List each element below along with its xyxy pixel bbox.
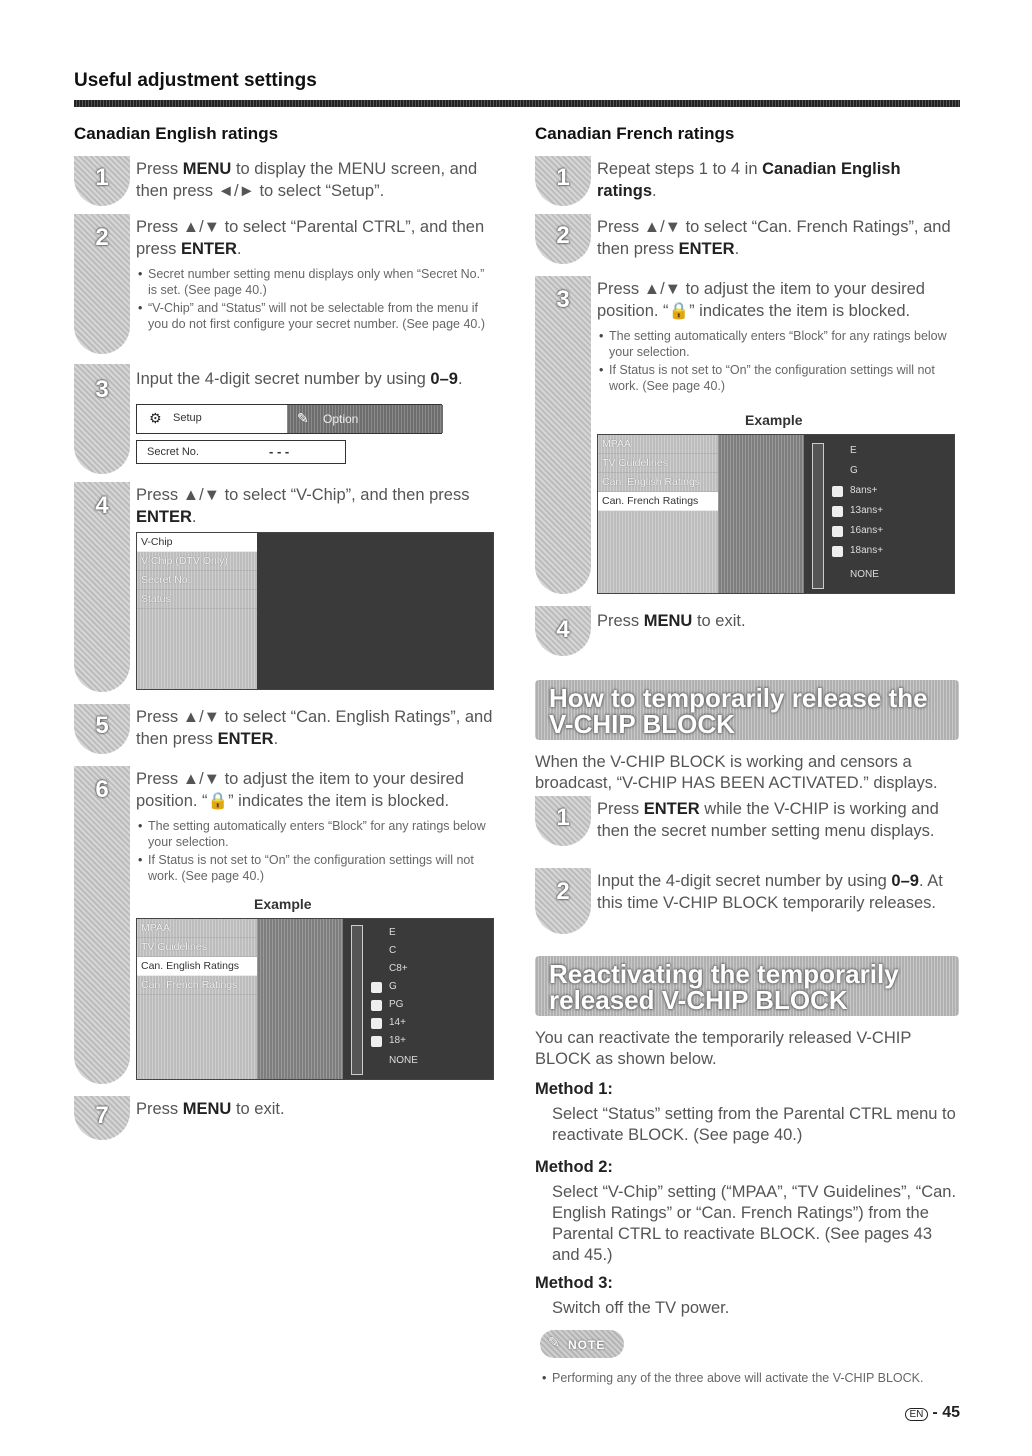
step-badge bbox=[74, 766, 130, 1084]
secret-no-label: Secret No. bbox=[147, 446, 199, 458]
rating-item: G bbox=[850, 465, 858, 476]
left-heading: Canadian English ratings bbox=[74, 124, 279, 143]
step-text: Press ▲/▼ to select “Can. English Ratings”, and then press ENTER. bbox=[136, 708, 493, 748]
method-3-body: Switch off the TV power. bbox=[552, 1299, 730, 1317]
lock-icon bbox=[832, 526, 843, 537]
step-number: 5 bbox=[95, 712, 109, 739]
menu-item: Can. English Ratings bbox=[137, 957, 257, 976]
release-step-1 bbox=[535, 796, 965, 846]
step-number: 2 bbox=[95, 224, 109, 251]
menu-item: TV Guidelines bbox=[598, 454, 718, 473]
method-1-heading: Method 1: bbox=[535, 1080, 613, 1098]
lock-icon bbox=[832, 546, 843, 557]
menu-item: Secret No. bbox=[137, 571, 257, 590]
right-heading: Canadian French ratings bbox=[535, 124, 735, 143]
step-text: Input the 4-digit secret number by using 0–9. bbox=[136, 370, 463, 388]
secret-no-value: - - - bbox=[269, 444, 290, 459]
header-rule bbox=[74, 100, 960, 107]
left-step-4 bbox=[74, 482, 504, 692]
method-2-heading: Method 2: bbox=[535, 1158, 613, 1176]
left-step-7 bbox=[74, 1096, 504, 1140]
ratings-menu bbox=[598, 435, 718, 594]
menu-item: MPAA bbox=[137, 919, 257, 938]
secret-no-box bbox=[136, 440, 346, 464]
gear-icon: ⚙ bbox=[149, 410, 162, 426]
step-number: 2 bbox=[556, 222, 570, 249]
step-number: 2 bbox=[556, 878, 570, 905]
step-text: Press ▲/▼ to select “V-Chip”, and then press ENTER. bbox=[136, 486, 470, 526]
menu-item: V-Chip (DTV Only) bbox=[137, 552, 257, 571]
menu-item: Can. French Ratings bbox=[598, 492, 718, 511]
step-number: 4 bbox=[556, 616, 570, 643]
setup-screen bbox=[136, 404, 442, 434]
step-number: 1 bbox=[556, 804, 570, 831]
rating-slider[interactable] bbox=[351, 925, 363, 1075]
left-step-6 bbox=[74, 766, 504, 1084]
setup-tab: Setup bbox=[173, 412, 202, 424]
reactivate-intro: You can reactivate the temporarily released V-CHIP BLOCK as shown below. bbox=[535, 1029, 912, 1068]
note-label: NOTE bbox=[568, 1338, 606, 1352]
menu-item: MPAA bbox=[598, 435, 718, 454]
step-text: Press ENTER while the V-CHIP is working and then the secret number setting menu displays. bbox=[597, 800, 939, 840]
menu-item: TV Guidelines bbox=[137, 938, 257, 957]
release-step-2 bbox=[535, 868, 965, 934]
example-screen-english bbox=[136, 918, 494, 1080]
step-bullets: • The setting automatically enters “Block” for any ratings below your selection. • If Status is not set to “On” the configuration settings will not work. (See page 40.) bbox=[597, 328, 961, 394]
rating-item: 13ans+ bbox=[850, 505, 884, 516]
vchip-panel bbox=[257, 533, 494, 690]
right-step-1 bbox=[535, 156, 965, 206]
step-number: 1 bbox=[95, 164, 109, 191]
rating-item: E bbox=[389, 927, 396, 938]
example-screen-french bbox=[597, 434, 955, 594]
step-text: Press MENU to display the MENU screen, and then press ◄/► to select “Setup”. bbox=[136, 160, 478, 200]
page-number: EN - 45 bbox=[905, 1404, 960, 1422]
step-text: Input the 4-digit secret number by using 0–9. At this time V-CHIP BLOCK temporarily releases. bbox=[597, 872, 943, 912]
step-text: Press ▲/▼ to adjust the item to your desired position. “🔒” indicates the item is blocked. • The setting automatically enters “Block” for any ratings below your selection. • If Status is not set to “On” the configuration settings will not work. (See page 40.) bbox=[136, 768, 500, 886]
method-3-heading: Method 3: bbox=[535, 1274, 613, 1292]
lock-icon bbox=[371, 1036, 382, 1047]
menu-item: Status bbox=[137, 590, 257, 609]
rating-item: E bbox=[850, 445, 857, 456]
step-text: Repeat steps 1 to 4 in Canadian English ratings. bbox=[597, 160, 901, 200]
method-1-body: Select “Status” setting from the Parental CTRL menu to reactivate BLOCK. (See page 40.) bbox=[552, 1105, 956, 1144]
language-badge: EN bbox=[905, 1408, 929, 1421]
rating-list bbox=[343, 919, 493, 1079]
rating-slider[interactable] bbox=[812, 443, 824, 589]
banner-line: V-CHIP BLOCK bbox=[549, 709, 735, 739]
step-bullets: • The setting automatically enters “Block” for any ratings below your selection. • If Status is not set to “On” the configuration settings will not work. (See page 40.) bbox=[136, 818, 500, 884]
rating-list bbox=[804, 435, 954, 593]
rating-item: G bbox=[389, 981, 397, 992]
step-text: Press ▲/▼ to select “Can. French Ratings”, and then press ENTER. bbox=[597, 218, 951, 258]
ratings-menu bbox=[137, 919, 257, 1080]
lock-icon bbox=[371, 1018, 382, 1029]
right-step-2 bbox=[535, 214, 965, 264]
page-header: Useful adjustment settings bbox=[74, 70, 317, 91]
rating-item: C bbox=[389, 945, 397, 956]
release-intro: When the V-CHIP BLOCK is working and censors a broadcast, “V-CHIP HAS BEEN ACTIVATED.” displays. bbox=[535, 753, 938, 792]
step-number: 4 bbox=[95, 492, 109, 519]
step-number: 6 bbox=[95, 776, 109, 803]
step-number: 1 bbox=[556, 164, 570, 191]
banner-line: How to temporarily release the bbox=[549, 683, 928, 713]
rating-item: PG bbox=[389, 999, 404, 1010]
step-number: 7 bbox=[95, 1102, 109, 1129]
menu-item: Can. French Ratings bbox=[137, 976, 257, 995]
step-text: Press MENU to exit. bbox=[136, 1100, 285, 1118]
rating-item: 18ans+ bbox=[850, 545, 884, 556]
menu-item: Can. English Ratings bbox=[598, 473, 718, 492]
vchip-screen bbox=[136, 532, 494, 690]
left-step-3 bbox=[74, 364, 504, 474]
vchip-menu bbox=[137, 533, 257, 690]
method-2-body: Select “V-Chip” setting (“MPAA”, “TV Guidelines”, “Can. English Ratings” or “Can. French Ratings”) from the Parental CTRL to reactivate BLOCK. (See pages 43 and 45.) bbox=[552, 1183, 957, 1264]
option-label: Option bbox=[323, 412, 359, 426]
option-tab bbox=[287, 405, 443, 433]
step-text: Press ▲/▼ to adjust the item to your desired position. “🔒” indicates the item is blocked. • The setting automatically enters “Block” for any ratings below your selection. • If Status is not set to “On” the configuration settings will not work. (See page 40.) bbox=[597, 278, 961, 396]
rating-item: 18+ bbox=[389, 1035, 406, 1046]
lock-icon bbox=[371, 1000, 382, 1011]
release-banner bbox=[535, 680, 959, 740]
rating-item: 14+ bbox=[389, 1017, 406, 1028]
note-icon: ✎ bbox=[548, 1334, 560, 1350]
note-bullets: • Performing any of the three above will activate the V-CHIP BLOCK. bbox=[540, 1370, 960, 1388]
right-step-4 bbox=[535, 606, 965, 656]
example-label: Example bbox=[254, 896, 312, 912]
lock-icon bbox=[832, 486, 843, 497]
reactivate-banner bbox=[535, 956, 959, 1016]
step-text: Press ▲/▼ to select “Parental CTRL”, and then press ENTER. • Secret number setting menu displays only when “Secret No.” is set. (See page 40.) • “V-Chip” and “Status” will not be selectable from the menu if you do not first configure your secret number. (See page 40.) bbox=[136, 216, 496, 334]
lock-icon bbox=[832, 506, 843, 517]
step-number: 3 bbox=[95, 376, 109, 403]
banner-line: released V-CHIP BLOCK bbox=[549, 985, 848, 1015]
banner-line: Reactivating the temporarily bbox=[549, 959, 899, 989]
left-step-1 bbox=[74, 156, 504, 206]
option-icon: ✎ bbox=[297, 410, 309, 426]
step-number: 3 bbox=[556, 286, 570, 313]
left-step-5 bbox=[74, 704, 504, 754]
step-text: Press MENU to exit. bbox=[597, 612, 746, 630]
menu-item: V-Chip bbox=[137, 533, 257, 552]
rating-item: C8+ bbox=[389, 963, 408, 974]
lock-icon bbox=[371, 982, 382, 993]
step-badge bbox=[535, 276, 591, 594]
rating-item: 8ans+ bbox=[850, 485, 878, 496]
step-bullets: • Secret number setting menu displays only when “Secret No.” is set. (See page 40.) • “V-Chip” and “Status” will not be selectable from the menu if you do not first configure your secret number. (See page 40.) bbox=[136, 266, 496, 332]
example-label: Example bbox=[745, 412, 803, 428]
right-step-3 bbox=[535, 276, 965, 594]
left-step-2 bbox=[74, 214, 504, 354]
rating-item: 16ans+ bbox=[850, 525, 884, 536]
rating-item: NONE bbox=[389, 1055, 418, 1066]
rating-item: NONE bbox=[850, 569, 879, 580]
